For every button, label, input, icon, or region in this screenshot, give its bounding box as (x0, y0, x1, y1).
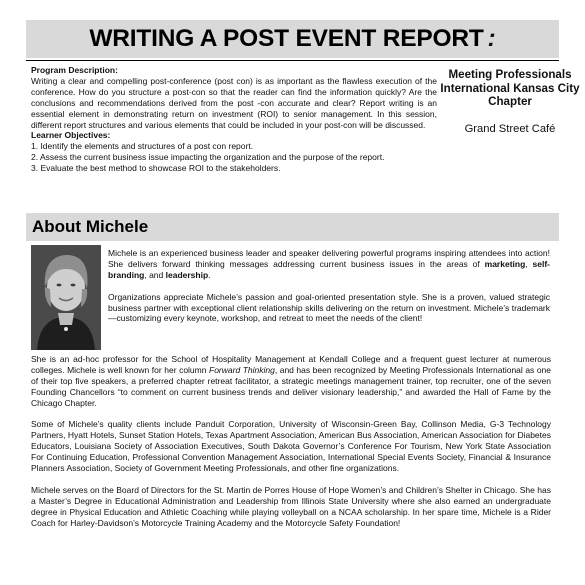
about-banner (26, 213, 559, 241)
title-rule (26, 60, 559, 61)
title-banner (26, 20, 559, 58)
bio-text: . (208, 269, 211, 280)
topic-marketing: marketing (484, 258, 526, 269)
bio-details (31, 354, 551, 539)
venue-name: Grand Street Café (464, 122, 556, 135)
page-title-suffix: : (487, 25, 496, 52)
page-title: WRITING A POST EVENT REPORT (89, 25, 484, 52)
objective-item: 2. Assess the current business issue impacting the organization and the purpose of the report. (31, 152, 385, 163)
bio-text: , (525, 258, 533, 269)
bio-text: , and has been recognized by Meeting Professionals International as one of their top five speakers, a preferred chapter retreat facilitator, a strategic meetings management trainer, top recruiter, one of the seven Founding Chancellors “to comment on current business trends and deliver visionary leadership,” and awarded the Hall of Fame by the Chicago Chapter. (31, 364, 551, 408)
bio-paragraph-1 (108, 248, 550, 281)
about-heading: About Michele (32, 217, 149, 236)
bio-text: Michele is an experienced business leader and speaker delivering powerful programs inspiring attendees into action! She delivers forward thinking messages addressing current business issues in the areas of (108, 248, 550, 269)
bio-text: She is an ad-hoc professor for the School of Hospitality Management at Kendall College and a frequent guest lecturer at numerous colleges. Michele is well known for her column (31, 354, 551, 375)
objective-item: 3. Evaluate the best method to showcase ROI to the stakeholders. (31, 163, 281, 174)
bio-text: , and (144, 269, 166, 280)
bio-intro (108, 248, 550, 335)
event-sidebar (440, 68, 580, 135)
program-description-text: Writing a clear and compelling post-conference (post con) is as important as the flawless execution of the conference. How do you structure a post-con so that the reader can find the information quickly? Are the conclusions and recommendations derived from the post -con accurate and clear? Report writing is an essential element in demonstrating return on investment (ROI) to senior management. In this session, different report structures and various elements that could be included in your post-con will be discussed. (31, 75, 437, 130)
portrait-image (31, 245, 101, 350)
topic-self-branding: self-branding (108, 258, 550, 280)
bio-paragraph-4: Some of Michele’s quality clients include Panduit Corporation, University of Wisconsin-Green Bay, Collinson Media, G-3 Technology Partners, Hyatt Hotels, Sunset Station Hotels, Texas Apartment Association, American Bus Association, American Association for Diabetes Educators, Louisiana Society of Association Executives, South Dakota Governor’s Conference For Tourism, New York State Association For Continuing Education, Professional Convention Management Association, International Special Events Society, Financial & Insurance Planners Association, Society of Government Meeting Professionals, and other fine organizations. (31, 419, 551, 474)
objective-item: 1. Identify the elements and structures of a post con report. (31, 141, 254, 152)
bio-paragraph-3 (31, 354, 551, 409)
learner-objectives-heading: Learner Objectives: (31, 130, 111, 141)
organizer-name: Meeting Professionals International Kansas City Chapter (440, 68, 580, 109)
speaker-photo (31, 245, 101, 350)
column-title: Forward Thinking (209, 364, 275, 375)
bio-paragraph-5: Michele serves on the Board of Directors for the St. Martin de Porres House of Hope Women’s and Children’s Shelter in Chicago. She has a Master’s Degree in Educational Administration and Leadership from Illinois State University where she also earned an undergraduate degree in Physical Education and Athletic Coaching while playing volleyball on a NCAA scholarship. In her spare time, Michele is a Rider Coach for Harley-Davidson’s Motorcycle Training Academy and the Motorcycle Safety Foundation! (31, 484, 551, 528)
program-section (31, 65, 437, 174)
bio-paragraph-2: Organizations appreciate Michele’s passion and goal-oriented presentation style. She is a proven, valued strategic business partner with exceptional client relationship skills delivering on the return on investment. Michele’s trademark—customizing every keynote, workshop, and retreat to meet the needs of the client! (108, 291, 550, 324)
topic-leadership: leadership (165, 269, 209, 280)
program-description-heading: Program Description: (31, 65, 118, 75)
